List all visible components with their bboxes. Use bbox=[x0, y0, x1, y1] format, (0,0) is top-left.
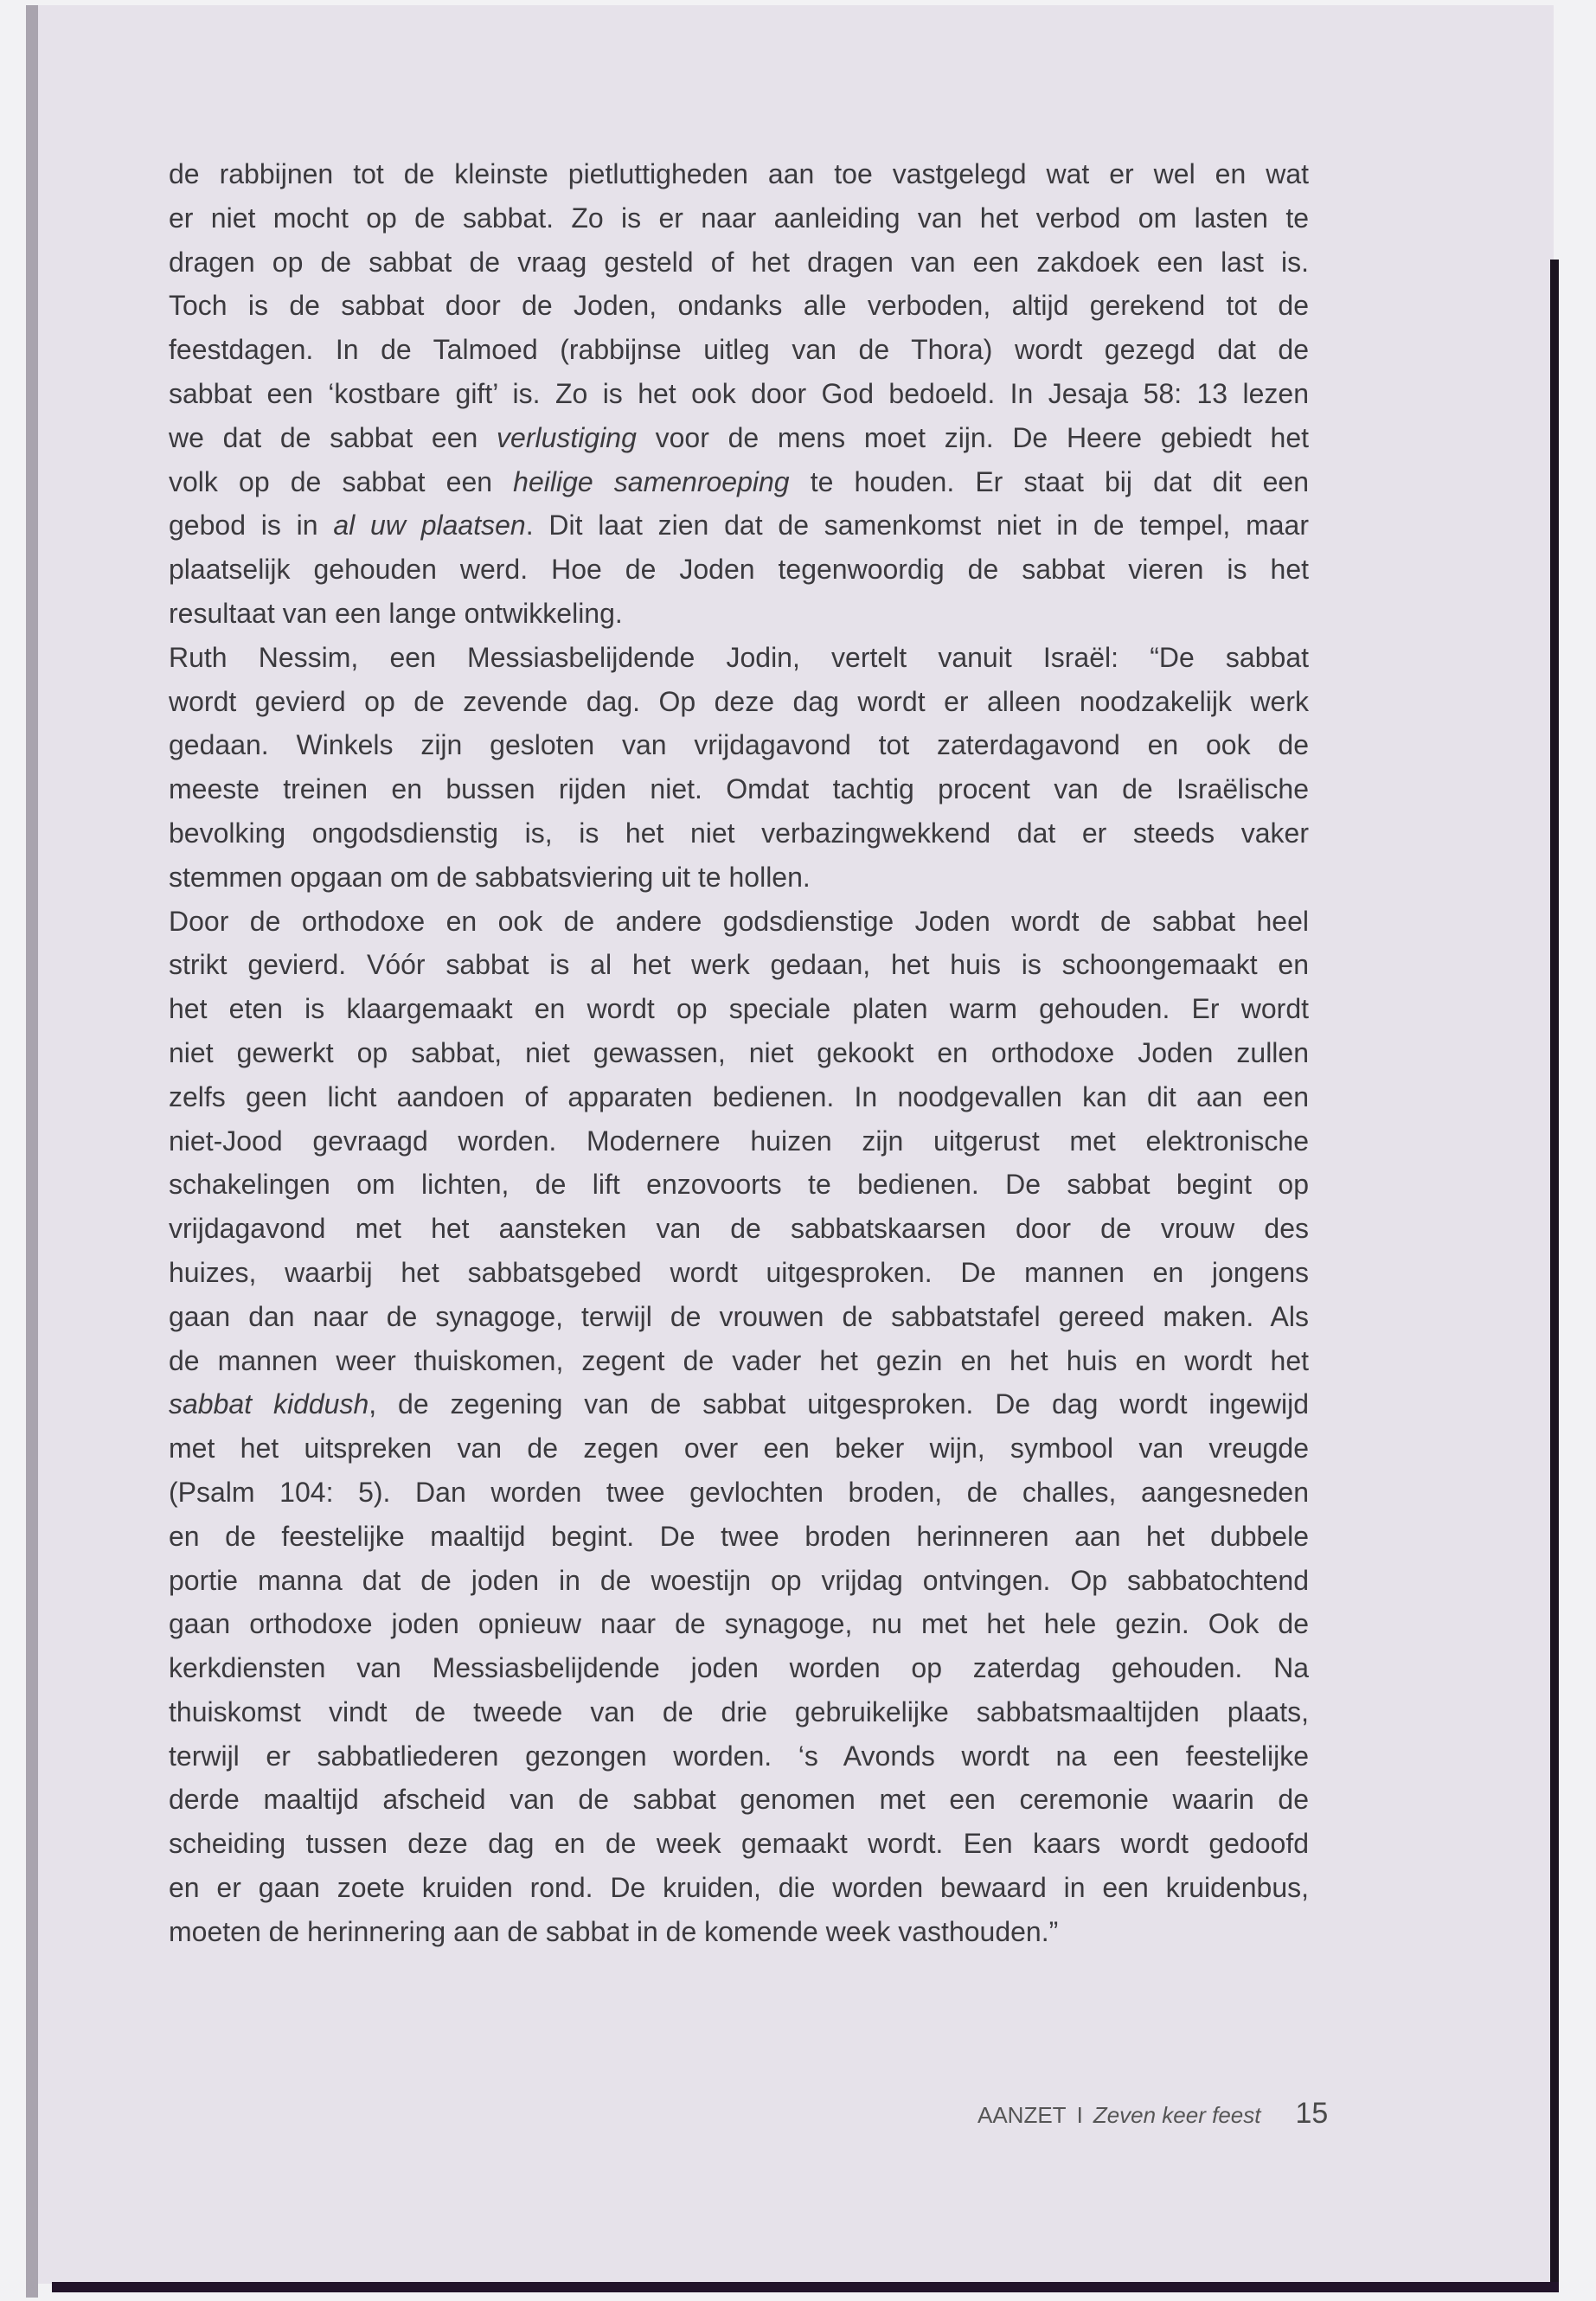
text-line: Toch is de sabbat door de Joden, ondanks alle verboden, altijd gerekend tot de bbox=[169, 290, 1309, 322]
text-line: er niet mocht op de sabbat. Zo is er naar aanleiding van het verbod om lasten te bbox=[169, 202, 1309, 234]
text-line: moeten de herinnering aan de sabbat in de komende week vasthouden.” bbox=[169, 1915, 1059, 1947]
text-line: kerkdiensten van Messiasbelijdende joden worden op zaterdag gehouden. Na bbox=[169, 1652, 1309, 1684]
footer-title: Zeven keer feest bbox=[1093, 2102, 1261, 2128]
text-line: sabbat een ‘kostbare gift’ is. Zo is het ook door God bedoeld. In Jesaja 58: 13 lezen bbox=[169, 377, 1309, 409]
text-line bbox=[169, 460, 1309, 504]
text-line: stemmen opgaan om de sabbatsviering uit te hollen. bbox=[169, 861, 811, 893]
text-line: het eten is klaargemaakt en wordt op speciale platen warm gehouden. Er wordt bbox=[169, 993, 1309, 1025]
text-line: en de feestelijke maaltijd begint. De twee broden herinneren aan het dubbele bbox=[169, 1520, 1309, 1552]
text-line bbox=[169, 503, 1309, 548]
text-line: gedaan. Winkels zijn gesloten van vrijdagavond tot zaterdagavond en ook de bbox=[169, 729, 1309, 761]
page-footer bbox=[977, 2097, 1328, 2131]
text-line: niet-Jood gevraagd worden. Modernere huizen zijn uitgerust met elektronische bbox=[169, 1125, 1309, 1157]
text-line: huizes, waarbij het sabbatsgebed wordt uitgesproken. De mannen en jongens bbox=[169, 1256, 1309, 1288]
text-line: gaan orthodoxe joden opnieuw naar de synagoge, nu met het hele gezin. Ook de bbox=[169, 1608, 1309, 1640]
text-line: vrijdagavond met het aansteken van de sabbatskaarsen door de vrouw des bbox=[169, 1213, 1309, 1245]
text-line: dragen op de sabbat de vraag gesteld of het dragen van een zakdoek een last is. bbox=[169, 246, 1309, 278]
italic-text: heilige samenroeping bbox=[513, 465, 790, 497]
footer-series: AANZET bbox=[977, 2102, 1067, 2128]
text-line: terwijl er sabbatliederen gezongen worden. ‘s Avonds wordt na een feestelijke bbox=[169, 1740, 1309, 1772]
footer-separator: I bbox=[1076, 2102, 1083, 2128]
text-line: scheiding tussen deze dag en de week gemaakt wordt. Een kaars wordt gedoofd bbox=[169, 1828, 1309, 1860]
text-line: Ruth Nessim, een Messiasbelijdende Jodin, vertelt vanuit Israël: “De sabbat bbox=[169, 641, 1309, 673]
text-line: (Psalm 104: 5). Dan worden twee gevlochten broden, de challes, aangesneden bbox=[169, 1476, 1309, 1508]
text-line: zelfs geen licht aandoen of apparaten bedienen. In noodgevallen kan dit aan een bbox=[169, 1080, 1309, 1112]
text-line: portie manna dat de joden in de woestijn op vrijdag ontvingen. Op sabbatochtend bbox=[169, 1564, 1309, 1596]
italic-text: sabbat kiddush bbox=[169, 1388, 369, 1420]
text-line bbox=[169, 416, 1309, 460]
text-line: de rabbijnen tot de kleinste pietluttigheden aan toe vastgelegd wat er wel en wat bbox=[169, 158, 1309, 189]
text-line: plaatselijk gehouden werd. Hoe de Joden tegenwoordig de sabbat vieren is het bbox=[169, 554, 1309, 586]
text-line bbox=[169, 1382, 1309, 1426]
text-segment: , de zegening van de sabbat uitgesproken. De dag wordt ingewijd bbox=[369, 1388, 1310, 1420]
text-line: de mannen weer thuiskomen, zegent de vader het gezin en het huis en wordt het bbox=[169, 1344, 1309, 1376]
scan-edge bbox=[26, 5, 38, 2298]
text-line: met het uitspreken van de zegen over een beker wijn, symbool van vreugde bbox=[169, 1433, 1309, 1465]
page-border-bottom bbox=[52, 2282, 1559, 2292]
text-line: feestdagen. In de Talmoed (rabbijnse uitleg van de Thora) wordt gezegd dat de bbox=[169, 334, 1309, 366]
text-line: Door de orthodoxe en ook de andere godsdienstige Joden wordt de sabbat heel bbox=[169, 905, 1309, 937]
text-segment: we dat de sabbat een bbox=[169, 421, 497, 453]
text-line: bevolking ongodsdienstig is, is het niet verbazingwekkend dat er steeds vaker bbox=[169, 817, 1309, 849]
text-line: gaan dan naar de synagoge, terwijl de vrouwen de sabbatstafel gereed maken. Als bbox=[169, 1300, 1309, 1332]
text-line: thuiskomst vindt de tweede van de drie gebruikelijke sabbatsmaaltijden plaats, bbox=[169, 1695, 1309, 1727]
text-line: niet gewerkt op sabbat, niet gewassen, niet gekookt en orthodoxe Joden zullen bbox=[169, 1036, 1309, 1068]
text-line: wordt gevierd op de zevende dag. Op deze dag wordt er alleen noodzakelijk werk bbox=[169, 685, 1309, 717]
text-segment: te houden. Er staat bij dat dit een bbox=[789, 465, 1310, 497]
text-line: en er gaan zoete kruiden rond. De kruiden, die worden bewaard in een kruidenbus, bbox=[169, 1872, 1309, 1904]
page-number: 15 bbox=[1295, 2097, 1329, 2130]
page-border-right bbox=[1550, 260, 1559, 2288]
italic-text: al uw plaatsen bbox=[333, 510, 526, 542]
text-line: resultaat van een lange ontwikkeling. bbox=[169, 597, 623, 629]
text-segment: gebod is in bbox=[169, 510, 334, 542]
text-segment: . Dit laat zien dat de samenkomst niet in de tempel, maar bbox=[525, 510, 1309, 542]
text-line: derde maaltijd afscheid van de sabbat genomen met een ceremonie waarin de bbox=[169, 1784, 1309, 1816]
italic-text: verlustiging bbox=[497, 421, 637, 453]
text-segment: volk op de sabbat een bbox=[169, 465, 514, 497]
body-text bbox=[169, 152, 1309, 1954]
text-line: strikt gevierd. Vóór sabbat is al het werk gedaan, het huis is schoongemaakt en bbox=[169, 949, 1309, 981]
text-segment: voor de mens moet zijn. De Heere gebiedt het bbox=[636, 421, 1310, 453]
text-line: meeste treinen en bussen rijden niet. Omdat tachtig procent van de Israëlische bbox=[169, 773, 1309, 805]
text-line: schakelingen om lichten, de lift enzovoorts te bedienen. De sabbat begint op bbox=[169, 1169, 1309, 1201]
